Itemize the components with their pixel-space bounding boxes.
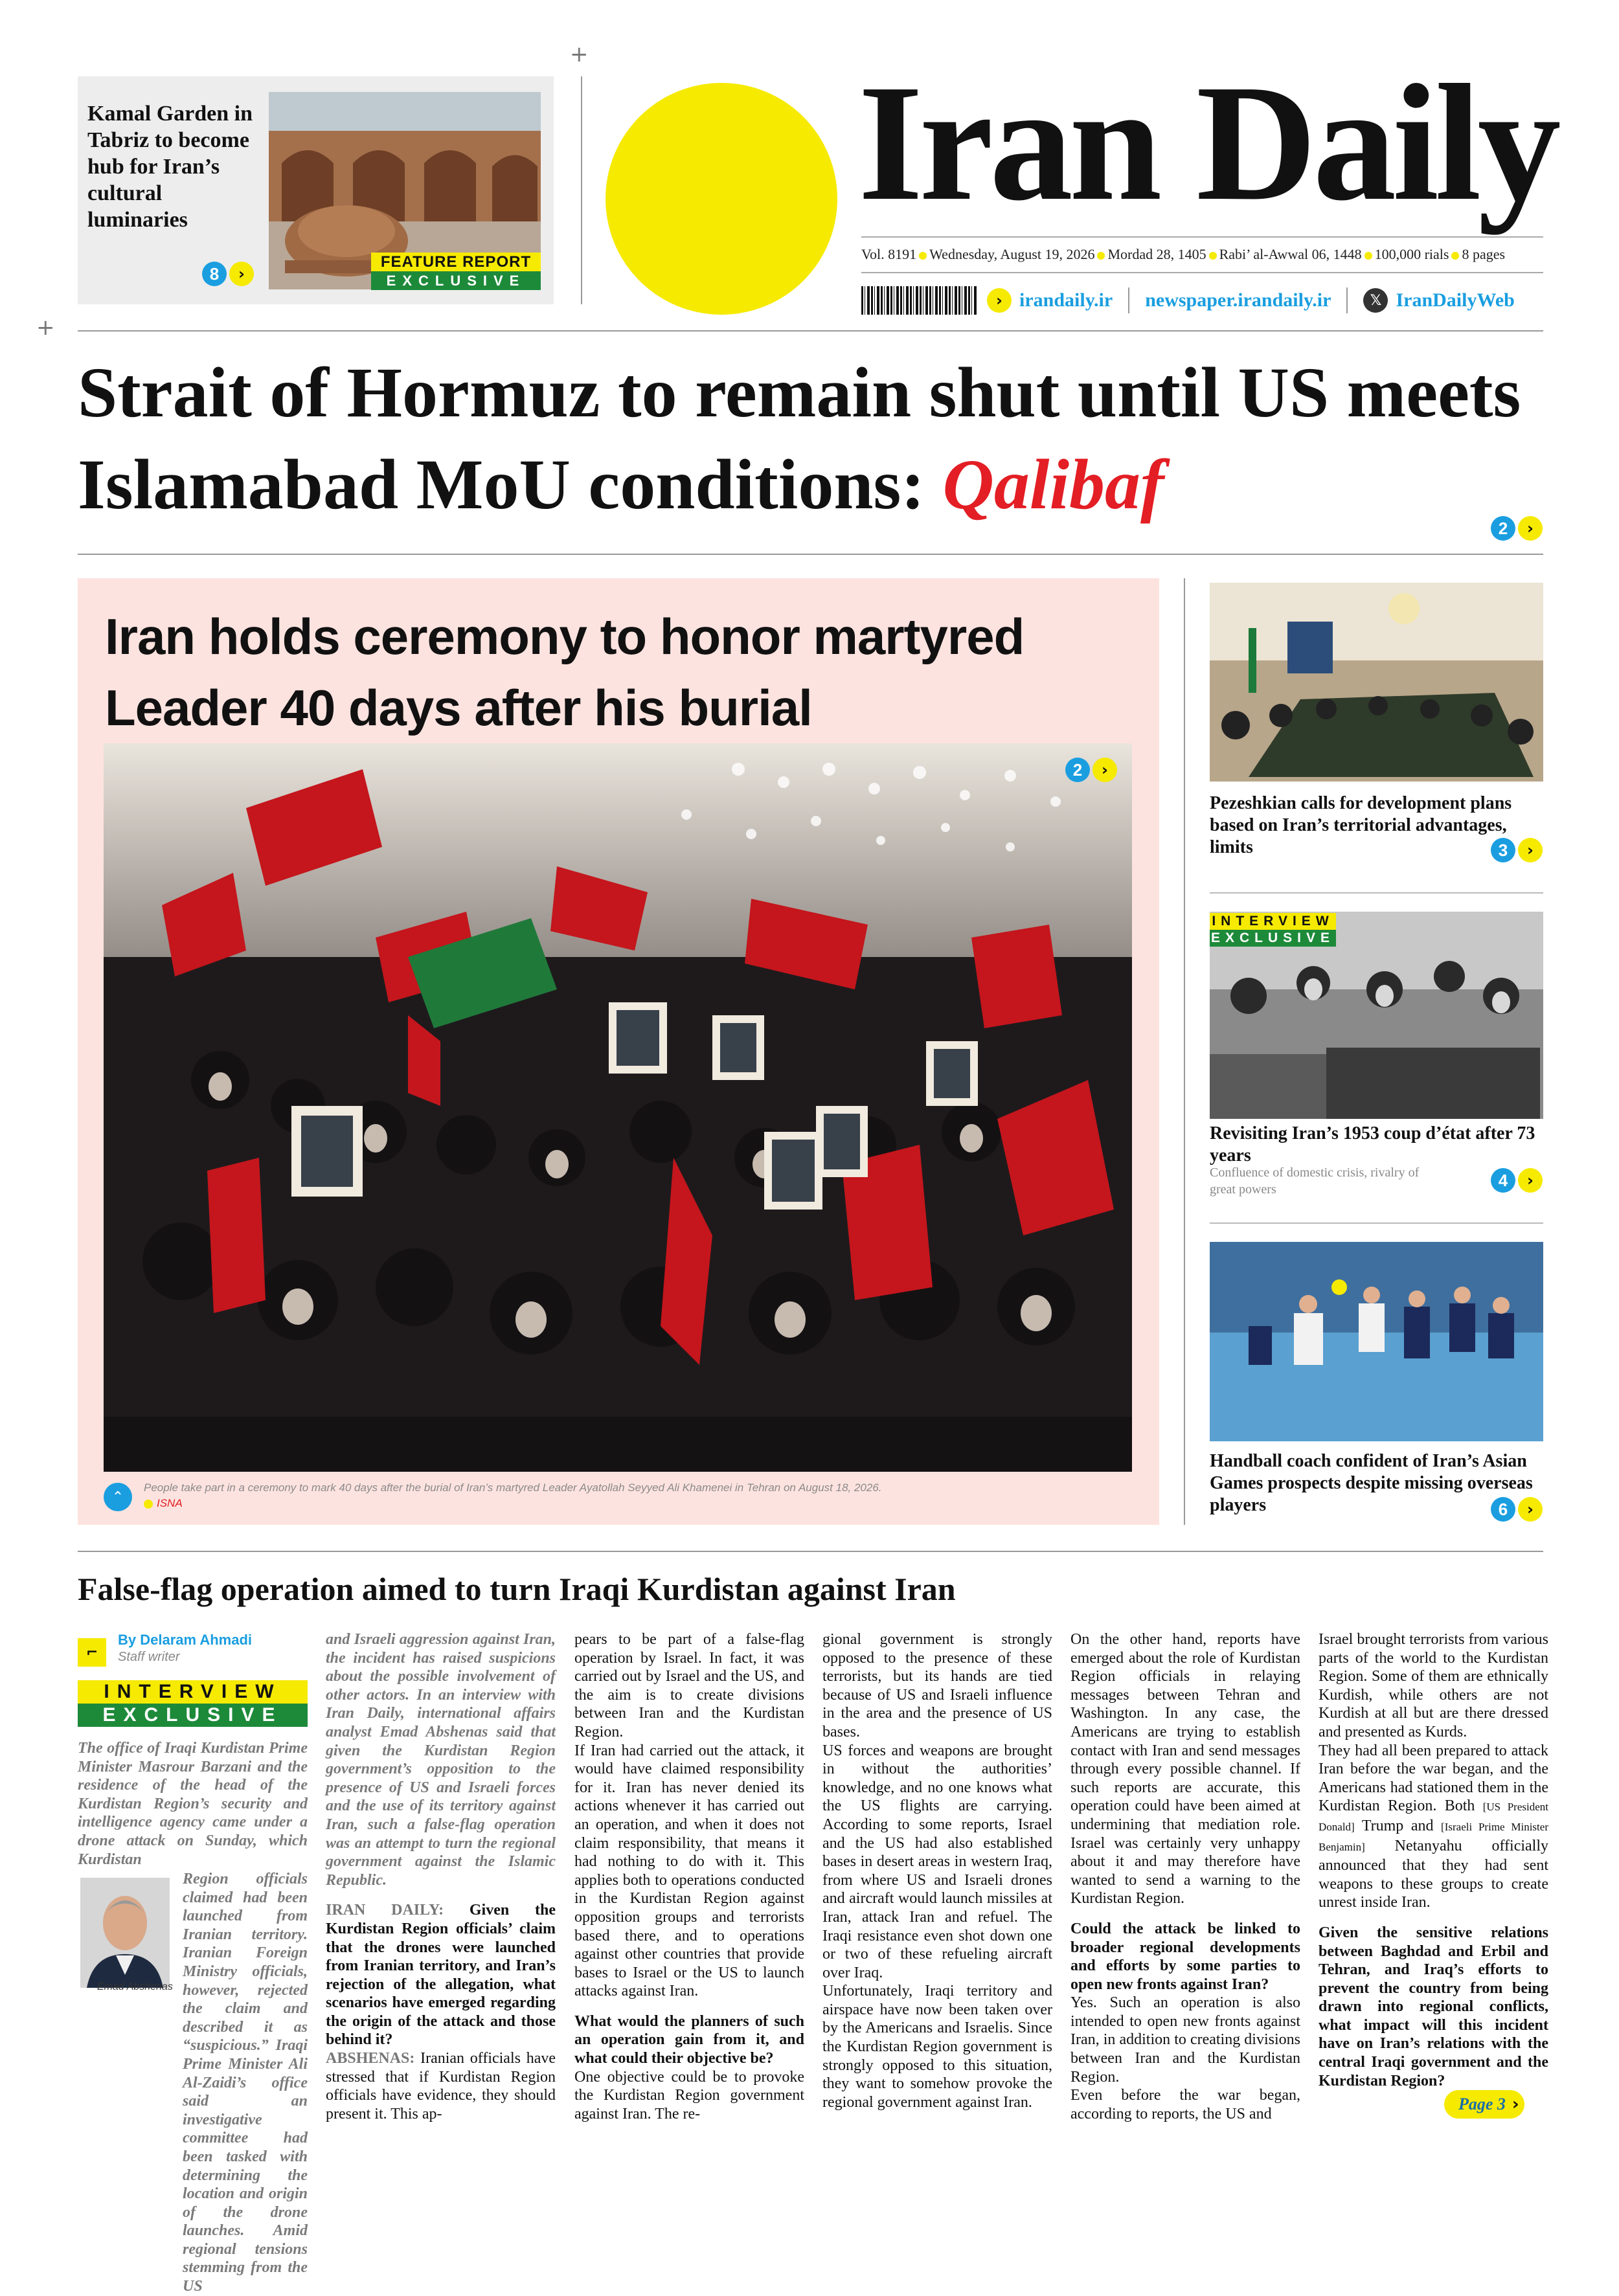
web-links [984, 285, 1515, 316]
page-number: 2 [1065, 758, 1090, 782]
registration-mark-icon: + [36, 315, 55, 341]
exclusive-label: EXCLUSIVE [1210, 930, 1335, 945]
chevron-right-icon: › [1518, 1497, 1543, 1522]
side-story-page-link[interactable] [1491, 1168, 1543, 1193]
promo-page-link[interactable] [202, 262, 254, 286]
answer-text: Even before the war began, according to reports, the US and [1070, 2087, 1300, 2122]
answer-text: pears to be part of a false-flag operation by Israel. In fact, it was carried out by Israel and the US, and the aim is to create divisions between Iran and the Kurdistan Region. [574, 1631, 804, 1740]
photo-credit-text: ISNA [157, 1497, 183, 1509]
portrait-caption: Emad Abshenas [97, 1981, 173, 1992]
divider [78, 330, 1543, 332]
answer-text: Unfortunately, Iraqi territory and airspace have now been taken over by the Americans and Israelis. Since the Kurdistan Region government is strongly opposed to this situation, they want to somehow provoke the regional government against Iran. [822, 1983, 1052, 2111]
answer-text: Yes. Such an operation is also intended to open new fronts against Iran, in addition to creating divisions between Iran and the Kurdistan Region. [1070, 1994, 1300, 2086]
question: What would the planners of such an operation gain from it, and what could their objective be? [574, 2012, 804, 2067]
divider [861, 236, 1543, 238]
page-number: 3 [1491, 838, 1515, 862]
page-count: 8 pages [1462, 246, 1506, 262]
divider [1184, 578, 1185, 1525]
answer-text: gional government is strongly opposed to the presence of these terrorists, but its hands are tied because of US and Israeli influence in the area and the presence of US bases. [822, 1631, 1052, 1740]
divider [1210, 1222, 1543, 1224]
answer-text: They had all been prepared to attack Iran before the war began, and the Americans had stationed them in the Kurdistan Region. Both [1319, 1742, 1548, 1815]
side-story-page-link[interactable] [1491, 1497, 1543, 1522]
side-story-title[interactable]: Pezeshkian calls for development plans based on Iran’s territorial advantages, limits [1210, 793, 1512, 857]
answer-text: US forces and weapons are brought in without the authorities’ knowledge, and no one knows what the US flights are carrying. According to some reports, Israel and the US had also established bases in desert areas in western Iraq, from where US and Israeli drones and aircraft would launch missiles at Iran, attack Iran and refuel. The Iraqi resistance even shot down one or two of these refueling aircraft over Iraq. [822, 1742, 1052, 1981]
exclusive-label: EXCLUSIVE [371, 271, 541, 290]
article-column-1 [78, 1739, 308, 1869]
chevron-right-icon: › [1518, 838, 1543, 862]
interview-tag [78, 1680, 308, 1727]
side-story-photo [1210, 1242, 1543, 1441]
promo-title[interactable]: Kamal Garden in Tabriz to become hub for Iran’s cultural luminaries [87, 102, 253, 232]
main-headline-accent: Qalibaf [942, 445, 1164, 524]
page-number: 2 [1491, 516, 1515, 541]
registration-mark-icon: + [570, 41, 589, 67]
logo-sun [606, 83, 837, 315]
article-column-6 [1319, 1630, 1548, 2090]
side-story-photo [1210, 583, 1543, 782]
interview-label: INTERVIEW [78, 1680, 308, 1704]
chevron-right-icon: › [229, 262, 254, 286]
answer-text: If Iran had carried out the attack, it would have claimed responsibility for it. Iran has never denied its actions whenever it has carried out an operation, and when it does not claim responsibility, that means it had nothing to do with it. This applies both to operations conducted in the Kurdistan Region against opposition groups and terrorists based there, and to operations against other countries that provide bases to Israel or the US to launch attacks against Iran. [574, 1742, 804, 2000]
photo-credit [144, 1497, 183, 1510]
answer-text: Iranian officials have stressed that if Kurdistan Region officials have evidence, they should present it. This ap- [326, 2050, 556, 2122]
editor-note: [Israeli Prime Minister Benjamin] [1319, 1820, 1548, 1853]
divider [581, 76, 582, 304]
article-column-4 [822, 1630, 1052, 2111]
photo-caption: People take part in a ceremony to mark 40 days after the burial of Iran’s martyred Leader Ayatollah Seyyed Ali Khamenei in Tehran on August 18, 2026. [144, 1481, 882, 1494]
headline-page-link[interactable] [1491, 516, 1543, 541]
issue-date: Wednesday, August 19, 2026 [929, 246, 1095, 262]
continue-page-label: Page 3 [1458, 2095, 1506, 2113]
article-column-1-wrap [183, 1870, 308, 2296]
question: Given the sensitive relations between Baghdad and Erbil and Tehran, and Iraq’s efforts to prevent the country from being drawn into regional conflicts, what impact will this incident have on Iran’s relations with the central Iraqi government and the Kurdistan Region? [1319, 1924, 1548, 2089]
side-story-subtitle: Confluence of domestic crisis, rivalry of great powers [1210, 1165, 1420, 1197]
answer-text: One objective could be to provoke the Kurdistan Region government against Iran. The re- [574, 2068, 804, 2122]
page-number: 8 [202, 262, 227, 286]
question: Could the attack be linked to broader regional developments and efforts by some parties to open new fronts against Iran? [1070, 1920, 1300, 1993]
question: Given the Kurdistan Region officials’ claim that the drones were launched from Iranian territory, and Iran’s rejection of the allegation, what scenarios have emerged regarding the origin of the attack and those behind it? [326, 1902, 556, 2049]
article-column-2 [326, 1630, 556, 2123]
article-intro-continued: and Israeli aggression against Iran, the incident has raised suspicions about the possible involvement of other actors. In an interview with Iran Daily, international affairs analyst Emad Abshenas said that given the Kurdistan Region government’s opposition to the presence of US and Israeli forces and the use of its territory against Iran, such a false-flag operation was an attempt to turn the regional government against the Islamic Republic. [326, 1631, 556, 1889]
exclusive-label: EXCLUSIVE [78, 1704, 308, 1727]
x-logo-icon: 𝕏 [1363, 288, 1388, 313]
article-intro-continued: Region officials claimed had been launched from Iranian territory. Iranian Foreign Ministry officials, however, rejected the claim and described it as “suspicious.” Iraqi Prime Minister Ali Al-Zaidi’s office said an investigative committee had been tasked with determining the location and origin of the drone launches. Amid regional tensions stemming from the US [183, 1871, 308, 2295]
chevron-right-icon: › [1518, 1168, 1543, 1193]
interview-tag [1210, 913, 1336, 947]
side-story-title[interactable]: Revisiting Iran’s 1953 coup d’état after 73 years [1210, 1123, 1535, 1165]
divider [78, 554, 1543, 555]
interviewee-portrait [80, 1878, 170, 1988]
article-headline[interactable]: False-flag operation aimed to turn Iraqi Kurdistan against Iran [78, 1571, 956, 1607]
answer-text: Israel brought terrorists from various parts of the world to the Kurdistan Region. Some of them are ethnically Kurdish, while others are not Kurdish at all but are there dressed and presented as Kurds. [1319, 1631, 1548, 1740]
divider [1210, 892, 1543, 894]
article-column-3 [574, 1630, 804, 2123]
article-column-5 [1070, 1630, 1300, 2123]
lead-page-link[interactable] [1065, 758, 1117, 782]
answer-text: Netanyahu officially announced that they had sent weapons to these groups to create unrest inside Iran. [1319, 1837, 1548, 1911]
continue-page-link[interactable] [1444, 2090, 1524, 2119]
chevron-right-icon: › [1511, 2095, 1519, 2114]
volume-number: Vol. 8191 [861, 246, 917, 262]
answer-label: ABSHENAS: [326, 2050, 415, 2067]
camera-icon: ⌃ [104, 1483, 132, 1511]
hijri-date: Rabi’ al-Awwal 06, 1448 [1219, 246, 1362, 262]
barcode [861, 286, 978, 315]
lead-photo [104, 743, 1132, 1472]
price: 100,000 rials [1374, 246, 1449, 262]
pen-icon: ⌐ [78, 1638, 106, 1667]
site-link[interactable]: irandaily.ir [1019, 289, 1113, 311]
divider [78, 1551, 1543, 1552]
social-handle-link[interactable]: IranDailyWeb [1396, 289, 1515, 311]
article-intro: The office of Iraqi Kurdistan Prime Minister Masrour Barzani and the residence of the head of the Kurdistan Region’s security and intelligence agency came under a drone attack on Sunday, which Kurdistan [78, 1740, 308, 1868]
answer-text: Trump and [1361, 1817, 1434, 1834]
author-role: Staff writer [118, 1650, 180, 1664]
page-number: 4 [1491, 1168, 1515, 1193]
lead-story-title[interactable]: Iran holds ceremony to honor martyred Leader 40 days after his burial [105, 608, 1025, 736]
newspaper-logo[interactable]: Iran Daily [858, 50, 1557, 235]
chevron-right-icon: › [1518, 516, 1543, 541]
editor-note: [US President Donald] [1319, 1801, 1549, 1833]
feature-report-label: FEATURE REPORT [371, 253, 541, 271]
side-story-page-link[interactable] [1491, 838, 1543, 862]
author-name[interactable]: By Delaram Ahmadi [118, 1632, 253, 1648]
newspaper-site-link[interactable]: newspaper.irandaily.ir [1145, 289, 1331, 311]
persian-date: Mordad 28, 1405 [1107, 246, 1206, 262]
side-story-title[interactable]: Handball coach confident of Iran’s Asian Games prospects despite missing overseas players [1210, 1451, 1533, 1515]
main-headline-text: Strait of Hormuz to remain shut until US meets Islamabad MoU conditions: [78, 353, 1521, 524]
main-headline[interactable] [78, 346, 1554, 530]
answer-text: On the other hand, reports have emerged about the role of Kurdistan Region officials in relaying messages between Tehran and Washington. In any case, the Americans are trying to establish contact with Iran and send messages through every possible channel. If such reports are accurate, this operation could have been aimed at undermining that mediation role. Israel was certainly very unhappy about it and may therefore have wanted to send a warning to the Kurdistan Region. [1070, 1631, 1300, 1908]
page-number: 6 [1491, 1497, 1515, 1522]
question-label: IRAN DAILY: [326, 1902, 444, 1919]
feature-report-tag [371, 253, 541, 290]
issue-info [861, 246, 1505, 263]
chevron-right-icon: › [987, 288, 1012, 313]
divider [861, 272, 1543, 273]
chevron-right-icon: › [1093, 758, 1117, 782]
interview-label: INTERVIEW [1210, 913, 1336, 930]
